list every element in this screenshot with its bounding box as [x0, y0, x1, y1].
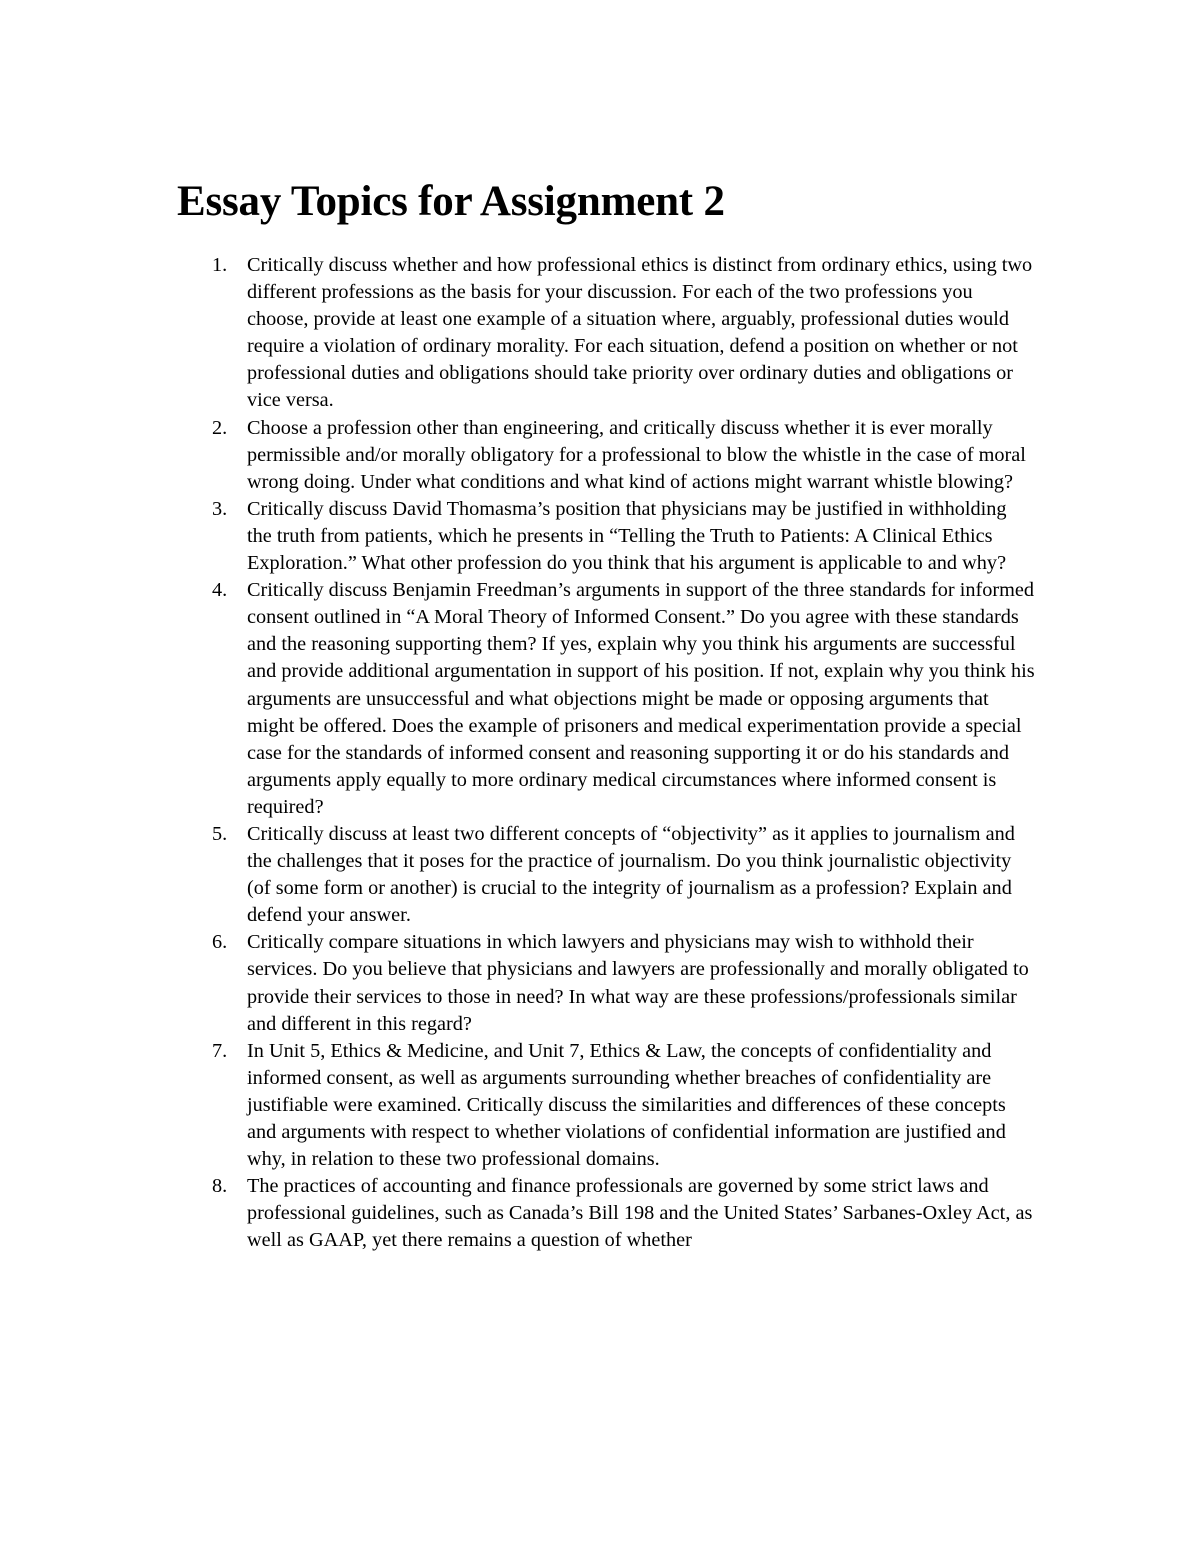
topic-number: 2. [212, 416, 228, 439]
essay-topic-item [200, 496, 1035, 577]
topic-number: 8. [212, 1175, 228, 1198]
essay-topic-item [200, 821, 1035, 929]
topic-number: 3. [212, 497, 228, 520]
page-title: Essay Topics for Assignment 2 [177, 178, 725, 225]
topic-text: Critically discuss David Thomasma’s position that physicians may be justified in withholding the truth from patients, which he presents in “Telling the Truth to Patients: A Clinical Ethics Exploration.” What other profession do you think that his argument is applicable to and why? [247, 497, 1007, 575]
topic-text: Critically discuss at least two different concepts of “objectivity” as it applies to journalism and the challenges that it poses for the practice of journalism. Do you think journalistic objectivity (of some form or another) is crucial to the integrity of journalism as a profession? Explain and defend your answer. [247, 822, 1015, 927]
essay-topic-item [200, 1038, 1035, 1173]
topic-number: 7. [212, 1039, 228, 1062]
essay-topic-list [200, 252, 1035, 1254]
essay-topic-item [200, 577, 1035, 821]
essay-topic-item [200, 1173, 1035, 1254]
topic-number: 4. [212, 579, 228, 602]
topic-text: Choose a profession other than engineering, and critically discuss whether it is ever morally permissible and/or morally obligatory for a professional to blow the whistle in the case of moral wrong doing. Under what conditions and what kind of actions might warrant whistle blowing? [247, 416, 1026, 493]
essay-topic-item [200, 929, 1035, 1037]
topic-text: Critically compare situations in which lawyers and physicians may wish to withhold their services. Do you believe that physicians and lawyers are professionally and morally obligated to provide their services to those in need? In what way are these professions/professionals similar and different in this regard? [247, 931, 1029, 1035]
essay-topic-item [200, 252, 1035, 415]
essay-topic-item [200, 415, 1035, 496]
topic-text: The practices of accounting and finance professionals are governed by some strict laws and professional guidelines, such as Canada’s Bill 198 and the United States’ Sarbanes-Oxley Act, as well as GAAP, yet there remains a question of whether [247, 1175, 1033, 1252]
topic-number: 1. [212, 254, 228, 276]
topic-number: 5. [212, 822, 228, 845]
topic-text: Critically discuss Benjamin Freedman’s arguments in support of the three standards for informed consent outlined in “A Moral Theory of Informed Consent.” Do you agree with these standards and the reasoning supporting them? If yes, explain why you think his arguments are successful and provide additional argumentation in support of his position. If not, explain why you think his arguments are unsuccessful and what objections might be made or opposing arguments that might be offered. Does the example of prisoners and medical experimentation provide a special case for the standards of informed consent and reasoning supporting it or do his standards and arguments apply equally to more ordinary medical circumstances where informed consent is required? [247, 579, 1035, 818]
topic-number: 6. [212, 931, 228, 954]
topic-text: Critically discuss whether and how professional ethics is distinct from ordinary ethics, using two different professions as the basis for your discussion. For each of the two professions you choose, provide at least one example of a situation where, arguably, professional duties would require a violation of ordinary morality. For each situation, defend a position on whether or not professional duties and obligations should take priority over ordinary duties and obligations or vice versa. [247, 254, 1033, 412]
topic-text: In Unit 5, Ethics & Medicine, and Unit 7, Ethics & Law, the concepts of confidentiality and informed consent, as well as arguments surrounding whether breaches of confidentiality are justifiable were examined. Critically discuss the similarities and differences of these concepts and arguments with respect to whether violations of confidential information are justified and why, in relation to these two professional domains. [247, 1039, 1006, 1171]
